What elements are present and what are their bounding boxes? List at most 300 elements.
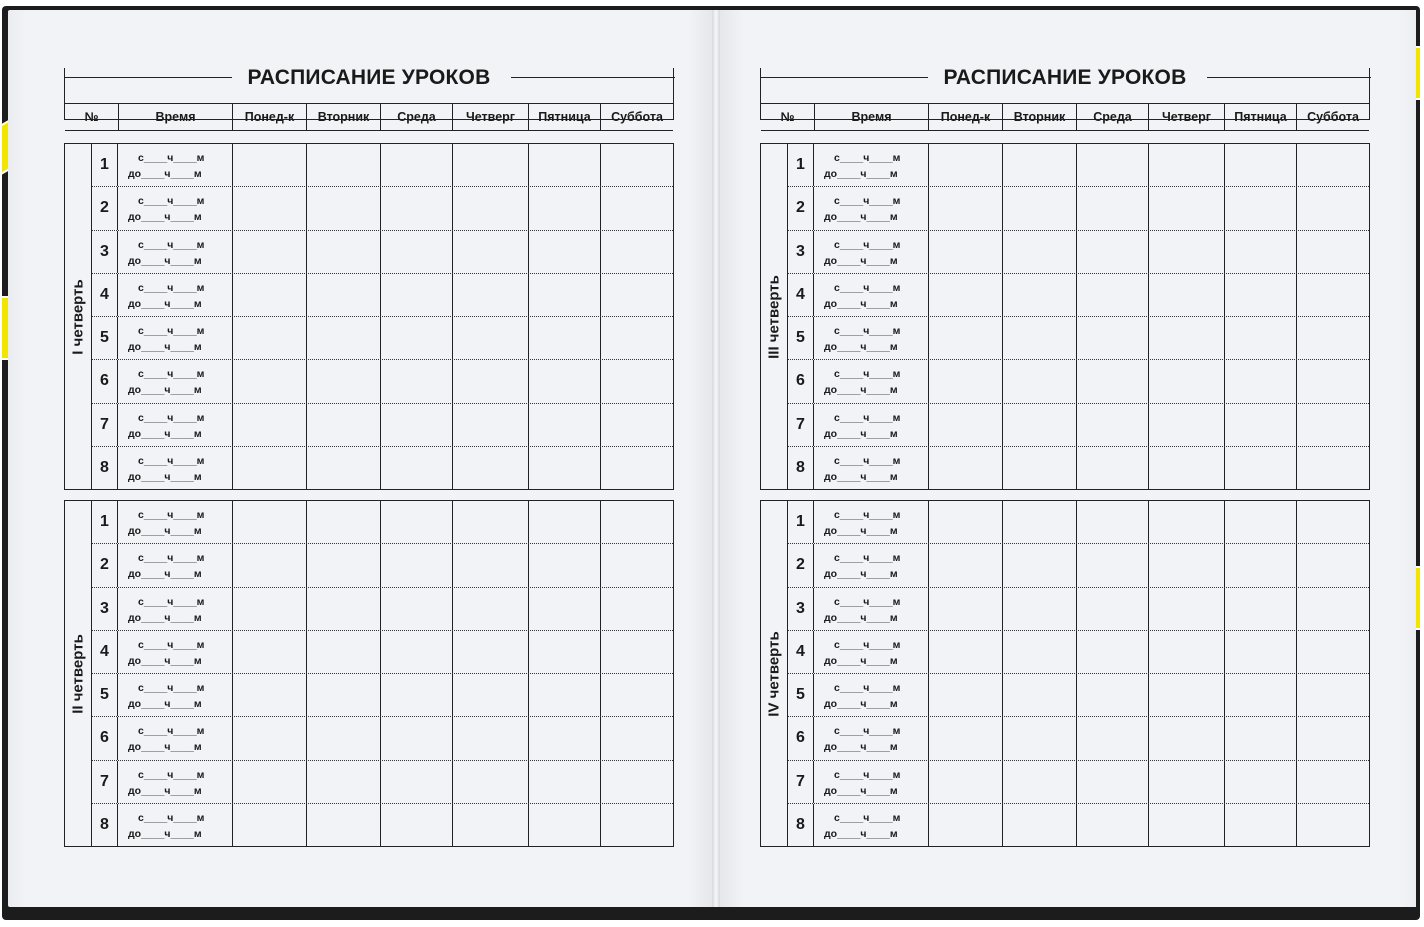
lesson-number: 3 <box>92 231 118 273</box>
lesson-cell[interactable] <box>1077 231 1149 273</box>
lesson-cell[interactable] <box>929 187 1003 229</box>
lesson-row <box>788 761 1369 804</box>
lesson-cell[interactable] <box>307 761 381 803</box>
lesson-cell[interactable] <box>601 501 671 543</box>
lesson-time-cell[interactable] <box>118 804 233 846</box>
lesson-cell[interactable] <box>1297 674 1367 716</box>
lesson-cell[interactable] <box>1077 360 1149 402</box>
lesson-cell[interactable] <box>1003 717 1077 759</box>
lesson-time-cell[interactable] <box>118 501 233 543</box>
lesson-cell[interactable] <box>1225 588 1297 630</box>
lesson-cell[interactable] <box>453 674 529 716</box>
lesson-cell[interactable] <box>233 717 307 759</box>
lesson-row <box>788 447 1369 489</box>
lesson-cell[interactable] <box>1225 231 1297 273</box>
lesson-cell[interactable] <box>1297 447 1367 489</box>
lesson-cell[interactable] <box>1149 360 1225 402</box>
lesson-cell[interactable] <box>529 447 601 489</box>
lesson-cell[interactable] <box>929 804 1003 846</box>
col-friday: Пятница <box>528 104 600 130</box>
lesson-cell[interactable] <box>381 544 453 586</box>
lesson-cell[interactable] <box>1225 274 1297 316</box>
lesson-cell[interactable] <box>529 144 601 186</box>
lesson-cell[interactable] <box>381 187 453 229</box>
lesson-cell[interactable] <box>1225 544 1297 586</box>
lesson-cell[interactable] <box>233 447 307 489</box>
lesson-row <box>92 231 673 274</box>
col-monday: Понед-к <box>232 104 306 130</box>
time-start-line: с____ч____м <box>834 638 901 651</box>
lesson-cell[interactable] <box>1003 404 1077 446</box>
lesson-cell[interactable] <box>1225 187 1297 229</box>
lesson-cell[interactable] <box>1003 231 1077 273</box>
lesson-cell[interactable] <box>529 631 601 673</box>
lesson-cell[interactable] <box>453 360 529 402</box>
lesson-cell[interactable] <box>1077 187 1149 229</box>
lesson-cell[interactable] <box>1149 588 1225 630</box>
time-start-line: с____ч____м <box>138 725 205 738</box>
lesson-time-cell[interactable] <box>118 404 233 446</box>
time-start-line: с____ч____м <box>834 509 901 521</box>
lesson-cell[interactable] <box>1077 144 1149 186</box>
schedule-left <box>64 66 674 840</box>
lesson-cell[interactable] <box>453 404 529 446</box>
lesson-cell[interactable] <box>601 674 671 716</box>
lesson-time-cell[interactable] <box>814 804 929 846</box>
lesson-cell[interactable] <box>1297 231 1367 273</box>
lesson-cell[interactable] <box>1225 447 1297 489</box>
lesson-row <box>92 447 673 489</box>
lesson-cell[interactable] <box>1003 360 1077 402</box>
lesson-cell[interactable] <box>529 761 601 803</box>
time-start-line: с____ч____м <box>834 725 901 738</box>
lesson-row <box>788 317 1369 360</box>
lesson-cell[interactable] <box>1225 717 1297 759</box>
lesson-cell[interactable] <box>929 360 1003 402</box>
lesson-cell[interactable] <box>233 404 307 446</box>
lesson-cell[interactable] <box>233 187 307 229</box>
lesson-number: 5 <box>92 317 118 359</box>
lesson-cell[interactable] <box>929 717 1003 759</box>
lesson-cell[interactable] <box>1149 761 1225 803</box>
lesson-row <box>92 588 673 631</box>
lesson-cell[interactable] <box>381 501 453 543</box>
lesson-cell[interactable] <box>1149 717 1225 759</box>
lesson-cell[interactable] <box>1149 501 1225 543</box>
lesson-cell[interactable] <box>529 404 601 446</box>
lesson-cell[interactable] <box>1149 404 1225 446</box>
lesson-cell[interactable] <box>1003 588 1077 630</box>
lesson-cell[interactable] <box>1225 360 1297 402</box>
lesson-row <box>788 588 1369 631</box>
lesson-cell[interactable] <box>381 631 453 673</box>
lesson-time-cell[interactable] <box>118 717 233 759</box>
lesson-cell[interactable] <box>929 674 1003 716</box>
lesson-row <box>92 187 673 230</box>
col-tuesday: Вторник <box>1002 104 1076 130</box>
lesson-cell[interactable] <box>601 544 671 586</box>
lesson-time-cell[interactable] <box>118 231 233 273</box>
lesson-cell[interactable] <box>529 501 601 543</box>
time-start-line: с____ч____м <box>138 195 205 208</box>
lesson-row <box>788 404 1369 447</box>
lesson-time-cell[interactable] <box>814 674 929 716</box>
lesson-cell[interactable] <box>453 544 529 586</box>
lesson-cell[interactable] <box>307 804 381 846</box>
time-start-line: с____ч____м <box>834 368 901 381</box>
lesson-cell[interactable] <box>929 447 1003 489</box>
lesson-time-cell[interactable] <box>814 588 929 630</box>
lesson-cell[interactable] <box>1225 761 1297 803</box>
lesson-time-cell[interactable] <box>814 501 929 543</box>
lesson-cell[interactable] <box>1003 804 1077 846</box>
lesson-row <box>92 631 673 674</box>
lesson-cell[interactable] <box>601 317 671 359</box>
lesson-cell[interactable] <box>1225 501 1297 543</box>
lesson-row <box>788 674 1369 717</box>
lesson-cell[interactable] <box>929 231 1003 273</box>
lesson-cell[interactable] <box>1149 447 1225 489</box>
time-start-line: с____ч____м <box>138 152 205 164</box>
lesson-cell[interactable] <box>381 674 453 716</box>
lesson-cell[interactable] <box>1077 674 1149 716</box>
lesson-cell[interactable] <box>381 761 453 803</box>
lesson-time-cell[interactable] <box>814 360 929 402</box>
lesson-cell[interactable] <box>1225 144 1297 186</box>
lesson-cell[interactable] <box>529 544 601 586</box>
lesson-cell[interactable] <box>929 404 1003 446</box>
time-start-line: с____ч____м <box>834 552 901 565</box>
lesson-cell[interactable] <box>453 501 529 543</box>
column-headers <box>65 103 673 131</box>
lesson-cell[interactable] <box>1077 447 1149 489</box>
lesson-time-cell[interactable] <box>118 631 233 673</box>
lesson-cell[interactable] <box>529 717 601 759</box>
col-thursday: Четверг <box>452 104 528 130</box>
lesson-row <box>92 317 673 360</box>
lesson-number: 8 <box>788 804 814 846</box>
lesson-cell[interactable] <box>929 144 1003 186</box>
lesson-cell[interactable] <box>1149 804 1225 846</box>
lesson-cell[interactable] <box>601 231 671 273</box>
time-start-line: с____ч____м <box>834 682 901 694</box>
lesson-cell[interactable] <box>1297 404 1367 446</box>
lesson-number: 4 <box>788 631 814 673</box>
col-friday: Пятница <box>1224 104 1296 130</box>
lesson-cell[interactable] <box>453 588 529 630</box>
lesson-cell[interactable] <box>233 317 307 359</box>
lesson-cell[interactable] <box>601 144 671 186</box>
lesson-row <box>788 717 1369 760</box>
time-end-line: до____ч____м <box>128 654 202 667</box>
lesson-number: 6 <box>788 717 814 759</box>
lesson-cell[interactable] <box>381 360 453 402</box>
lesson-cell[interactable] <box>233 501 307 543</box>
lesson-cell[interactable] <box>1297 360 1367 402</box>
time-end-line: до____ч____м <box>128 211 202 224</box>
lesson-time-cell[interactable] <box>814 631 929 673</box>
lesson-cell[interactable] <box>381 804 453 846</box>
lesson-cell[interactable] <box>381 274 453 316</box>
lesson-cell[interactable] <box>1003 631 1077 673</box>
time-start-line: с____ч____м <box>834 281 901 294</box>
lesson-cell[interactable] <box>381 231 453 273</box>
lesson-cell[interactable] <box>381 588 453 630</box>
time-start-line: с____ч____м <box>138 768 205 781</box>
lesson-cell[interactable] <box>1149 274 1225 316</box>
lesson-time-cell[interactable] <box>814 187 929 229</box>
lesson-cell[interactable] <box>1297 544 1367 586</box>
lesson-cell[interactable] <box>1077 804 1149 846</box>
lesson-cell[interactable] <box>233 360 307 402</box>
lesson-cell[interactable] <box>381 144 453 186</box>
lesson-cell[interactable] <box>307 317 381 359</box>
lesson-cell[interactable] <box>529 588 601 630</box>
lesson-cell[interactable] <box>929 544 1003 586</box>
lesson-cell[interactable] <box>601 717 671 759</box>
quarter-block <box>760 500 1370 847</box>
lesson-time-cell[interactable] <box>118 588 233 630</box>
lesson-time-cell[interactable] <box>814 144 929 186</box>
schedule-header <box>64 66 674 124</box>
time-end-line: до____ч____м <box>824 297 898 310</box>
time-end-line: до____ч____м <box>824 698 898 710</box>
lesson-time-cell[interactable] <box>118 674 233 716</box>
lesson-cell[interactable] <box>1225 674 1297 716</box>
lesson-time-cell[interactable] <box>118 360 233 402</box>
lesson-cell[interactable] <box>307 544 381 586</box>
lesson-time-cell[interactable] <box>814 761 929 803</box>
time-end-line: до____ч____м <box>128 427 202 440</box>
lesson-cell[interactable] <box>1297 274 1367 316</box>
lesson-cell[interactable] <box>1225 317 1297 359</box>
lesson-cell[interactable] <box>307 588 381 630</box>
time-end-line: до____ч____м <box>824 384 898 397</box>
lesson-cell[interactable] <box>233 631 307 673</box>
lesson-cell[interactable] <box>529 804 601 846</box>
lesson-cell[interactable] <box>601 447 671 489</box>
lesson-cell[interactable] <box>1077 717 1149 759</box>
lesson-cell[interactable] <box>1003 501 1077 543</box>
book-gutter <box>712 10 720 907</box>
lesson-cell[interactable] <box>529 674 601 716</box>
lesson-time-cell[interactable] <box>118 274 233 316</box>
lesson-time-cell[interactable] <box>118 187 233 229</box>
lesson-number: 4 <box>92 274 118 316</box>
lesson-cell[interactable] <box>1297 187 1367 229</box>
lesson-cell[interactable] <box>307 274 381 316</box>
lesson-cell[interactable] <box>1003 447 1077 489</box>
lesson-cell[interactable] <box>233 274 307 316</box>
col-time: Время <box>118 104 232 130</box>
lesson-cell[interactable] <box>601 761 671 803</box>
lesson-cell[interactable] <box>381 717 453 759</box>
lesson-cell[interactable] <box>1003 674 1077 716</box>
lesson-cell[interactable] <box>453 631 529 673</box>
lesson-cell[interactable] <box>601 360 671 402</box>
lesson-cell[interactable] <box>601 274 671 316</box>
lesson-time-cell[interactable] <box>118 544 233 586</box>
lesson-cell[interactable] <box>233 144 307 186</box>
lesson-cell[interactable] <box>381 404 453 446</box>
lesson-cell[interactable] <box>453 761 529 803</box>
lesson-cell[interactable] <box>233 544 307 586</box>
lesson-number: 6 <box>788 360 814 402</box>
lesson-row <box>92 144 673 187</box>
lesson-cell[interactable] <box>1225 631 1297 673</box>
lesson-cell[interactable] <box>1077 317 1149 359</box>
quarter-block <box>64 500 674 847</box>
lesson-cell[interactable] <box>529 360 601 402</box>
lesson-cell[interactable] <box>1077 588 1149 630</box>
lesson-cell[interactable] <box>307 144 381 186</box>
lesson-cell[interactable] <box>1149 544 1225 586</box>
lesson-cell[interactable] <box>929 501 1003 543</box>
lesson-cell[interactable] <box>529 187 601 229</box>
lesson-cell[interactable] <box>453 317 529 359</box>
lesson-cell[interactable] <box>453 231 529 273</box>
lesson-cell[interactable] <box>307 674 381 716</box>
time-end-line: до____ч____м <box>128 827 202 840</box>
lesson-cell[interactable] <box>1149 674 1225 716</box>
time-start-line: с____ч____м <box>138 281 205 294</box>
lesson-cell[interactable] <box>929 317 1003 359</box>
lesson-cell[interactable] <box>453 447 529 489</box>
lesson-cell[interactable] <box>1297 317 1367 359</box>
lesson-cell[interactable] <box>1077 761 1149 803</box>
quarter-label: II четверть <box>69 633 87 714</box>
time-end-line: до____ч____м <box>824 427 898 440</box>
lesson-cell[interactable] <box>307 187 381 229</box>
lesson-time-cell[interactable] <box>814 231 929 273</box>
lesson-cell[interactable] <box>601 804 671 846</box>
lesson-cell[interactable] <box>307 404 381 446</box>
lesson-number: 1 <box>92 501 118 543</box>
lesson-time-cell[interactable] <box>814 544 929 586</box>
lesson-cell[interactable] <box>1297 144 1367 186</box>
quarter-label-cell <box>761 144 788 489</box>
lesson-cell[interactable] <box>1149 144 1225 186</box>
lesson-cell[interactable] <box>233 231 307 273</box>
time-start-line: с____ч____м <box>834 411 901 424</box>
lesson-time-cell[interactable] <box>118 447 233 489</box>
lesson-row <box>92 544 673 587</box>
lesson-number: 4 <box>92 631 118 673</box>
lesson-cell[interactable] <box>1003 144 1077 186</box>
time-start-line: с____ч____м <box>834 454 901 467</box>
lesson-cell[interactable] <box>233 761 307 803</box>
lesson-cell[interactable] <box>1077 274 1149 316</box>
lesson-cell[interactable] <box>1077 404 1149 446</box>
lesson-number: 8 <box>92 447 118 489</box>
lesson-row <box>788 544 1369 587</box>
lesson-cell[interactable] <box>453 274 529 316</box>
lesson-row <box>788 360 1369 403</box>
lesson-cell[interactable] <box>1225 404 1297 446</box>
lesson-cell[interactable] <box>529 317 601 359</box>
lesson-time-cell[interactable] <box>814 317 929 359</box>
lesson-cell[interactable] <box>1149 317 1225 359</box>
lesson-row <box>92 674 673 717</box>
lesson-time-cell[interactable] <box>118 761 233 803</box>
lesson-cell[interactable] <box>233 674 307 716</box>
time-end-line: до____ч____м <box>824 525 898 537</box>
lesson-cell[interactable] <box>453 717 529 759</box>
lesson-cell[interactable] <box>1003 274 1077 316</box>
lesson-cell[interactable] <box>307 501 381 543</box>
lesson-cell[interactable] <box>381 317 453 359</box>
lesson-rows <box>788 144 1369 489</box>
lesson-cell[interactable] <box>307 717 381 759</box>
lesson-cell[interactable] <box>601 187 671 229</box>
lesson-cell[interactable] <box>1149 631 1225 673</box>
lesson-cell[interactable] <box>929 274 1003 316</box>
lesson-time-cell[interactable] <box>814 447 929 489</box>
lesson-cell[interactable] <box>1297 631 1367 673</box>
lesson-cell[interactable] <box>601 631 671 673</box>
col-thursday: Четверг <box>1148 104 1224 130</box>
lesson-rows <box>788 501 1369 846</box>
lesson-cell[interactable] <box>929 631 1003 673</box>
lesson-cell[interactable] <box>381 447 453 489</box>
lesson-cell[interactable] <box>453 187 529 229</box>
lesson-cell[interactable] <box>453 804 529 846</box>
lesson-time-cell[interactable] <box>814 717 929 759</box>
lesson-cell[interactable] <box>233 804 307 846</box>
lesson-cell[interactable] <box>1003 187 1077 229</box>
quarter-label: IV четверть <box>765 630 783 717</box>
lesson-cell[interactable] <box>529 231 601 273</box>
lesson-cell[interactable] <box>307 631 381 673</box>
lesson-cell[interactable] <box>1297 717 1367 759</box>
lesson-time-cell[interactable] <box>814 404 929 446</box>
lesson-cell[interactable] <box>1077 501 1149 543</box>
lesson-row <box>92 360 673 403</box>
lesson-cell[interactable] <box>529 274 601 316</box>
lesson-cell[interactable] <box>1003 317 1077 359</box>
lesson-cell[interactable] <box>929 588 1003 630</box>
lesson-cell[interactable] <box>1149 187 1225 229</box>
lesson-cell[interactable] <box>1077 631 1149 673</box>
lesson-cell[interactable] <box>1077 544 1149 586</box>
time-end-line: до____ч____м <box>128 384 202 397</box>
lesson-cell[interactable] <box>1297 761 1367 803</box>
lesson-cell[interactable] <box>601 588 671 630</box>
lesson-cell[interactable] <box>453 144 529 186</box>
lesson-row <box>788 804 1369 846</box>
lesson-cell[interactable] <box>233 588 307 630</box>
lesson-number: 8 <box>92 804 118 846</box>
lesson-row <box>788 501 1369 544</box>
lesson-cell[interactable] <box>307 231 381 273</box>
lesson-cell[interactable] <box>1003 761 1077 803</box>
col-saturday: Суббота <box>1296 104 1369 130</box>
lesson-cell[interactable] <box>601 404 671 446</box>
lesson-cell[interactable] <box>929 761 1003 803</box>
lesson-time-cell[interactable] <box>814 274 929 316</box>
lesson-time-cell[interactable] <box>118 144 233 186</box>
lesson-cell[interactable] <box>1297 501 1367 543</box>
lesson-time-cell[interactable] <box>118 317 233 359</box>
time-start-line: с____ч____м <box>138 552 205 565</box>
lesson-cell[interactable] <box>1003 544 1077 586</box>
lesson-cell[interactable] <box>307 360 381 402</box>
lesson-cell[interactable] <box>1225 804 1297 846</box>
lesson-cell[interactable] <box>1297 588 1367 630</box>
lesson-cell[interactable] <box>1297 804 1367 846</box>
lesson-cell[interactable] <box>1149 231 1225 273</box>
lesson-cell[interactable] <box>307 447 381 489</box>
